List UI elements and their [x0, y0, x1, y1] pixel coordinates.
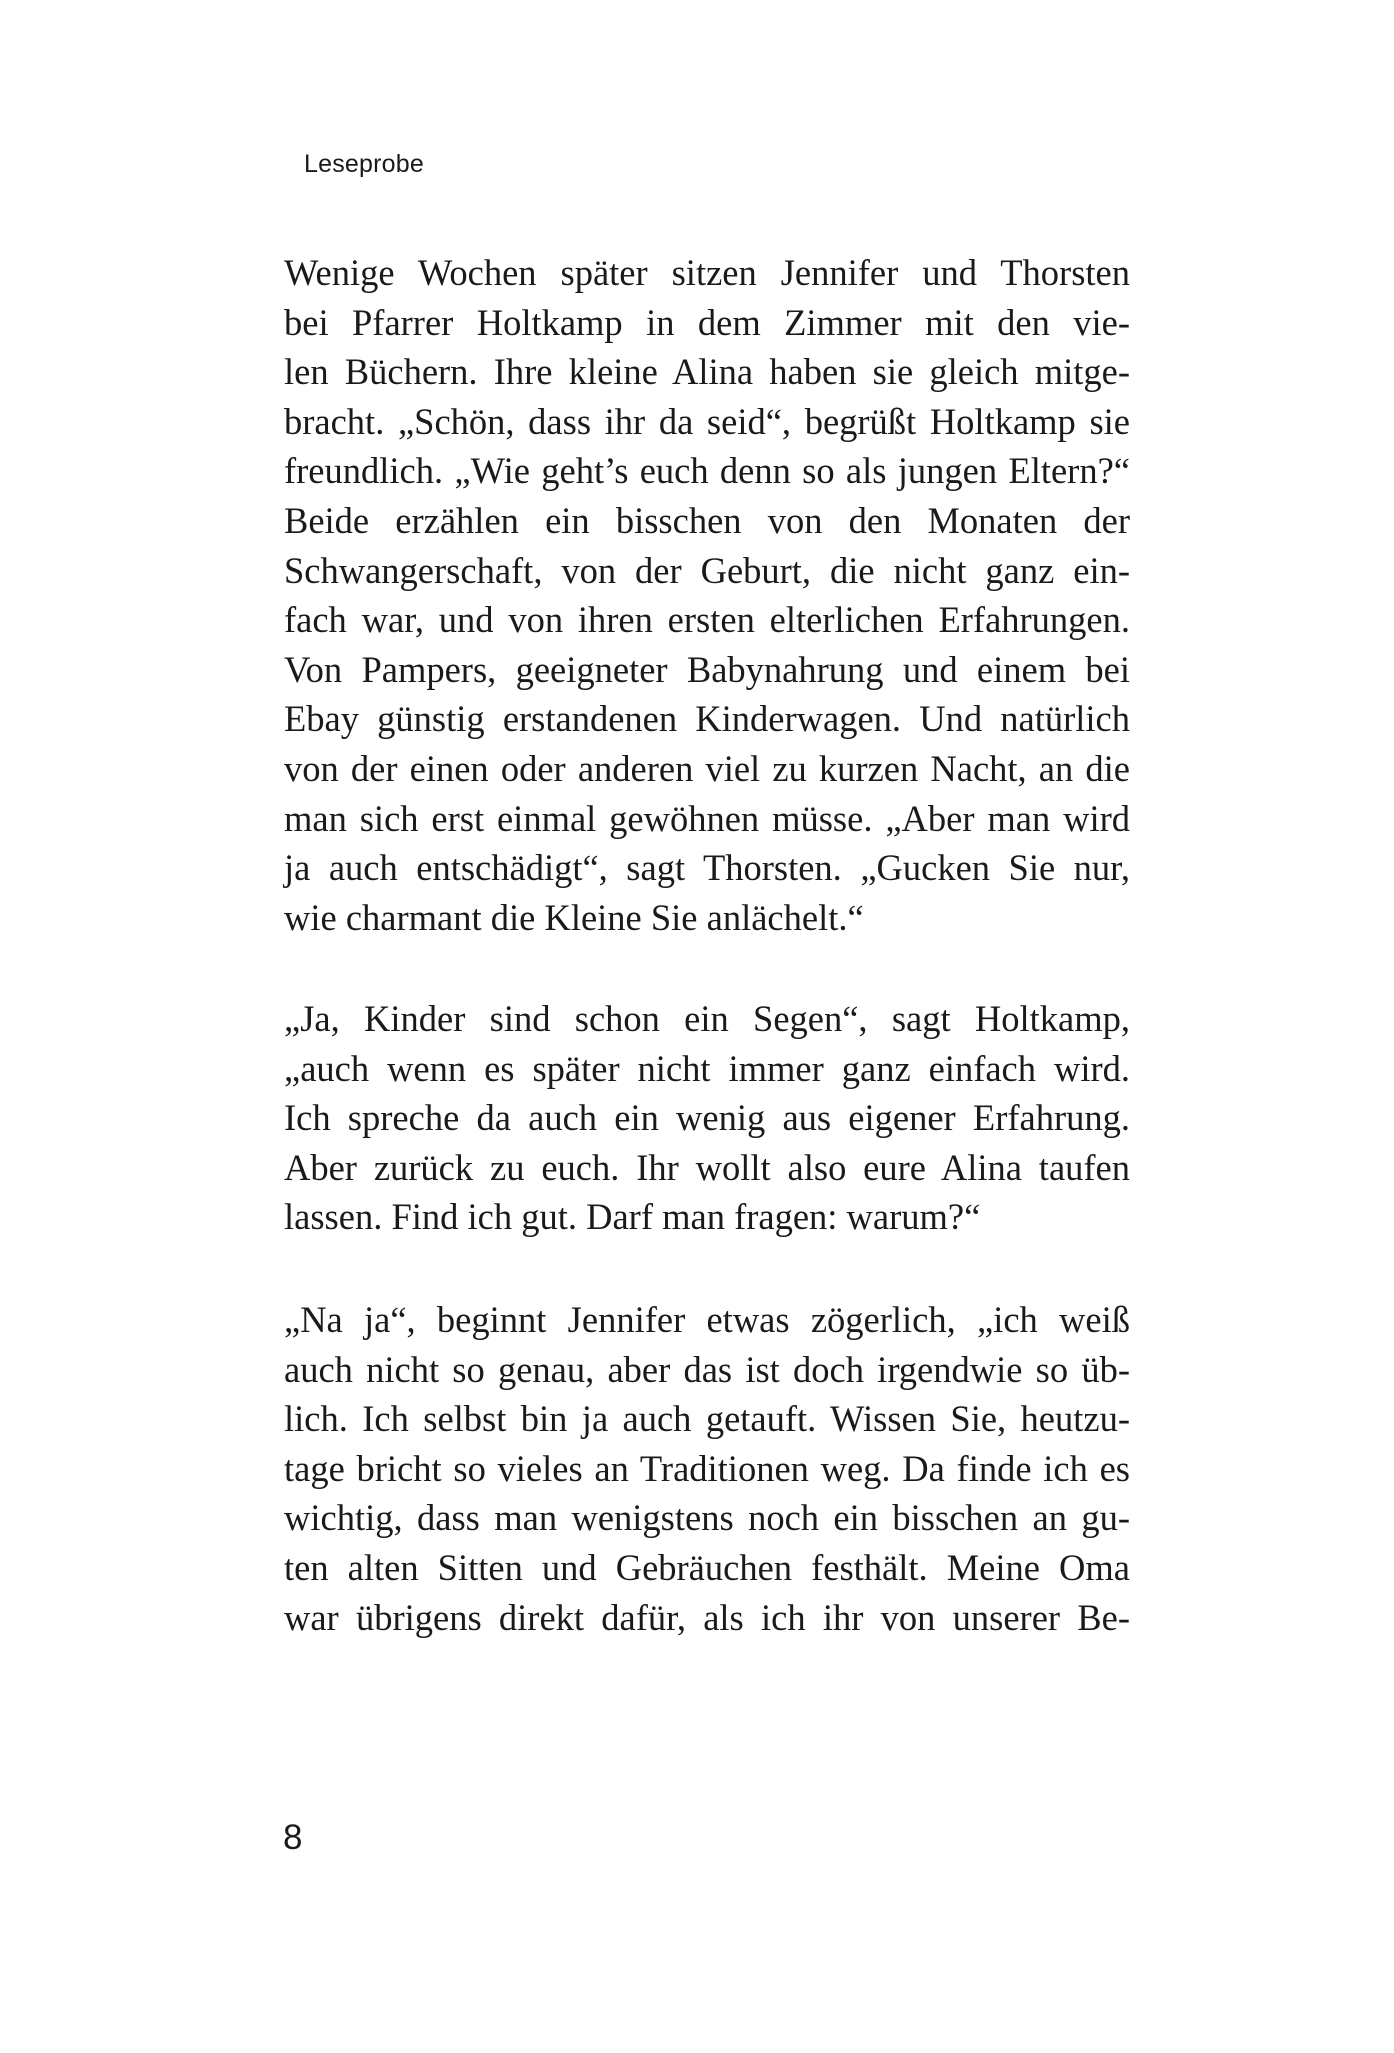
paragraph: [284, 248, 1130, 942]
text-line: lich. Ich selbst bin ja auch getauft. Wissen Sie, heutzu-: [284, 1398, 1130, 1440]
text-line: Ich spreche da auch ein wenig aus eigener Erfahrung.: [284, 1097, 1130, 1139]
text-line: wichtig, dass man wenigstens noch ein bisschen an gu-: [284, 1497, 1130, 1539]
text-line: bracht. „Schön, dass ihr da seid“, begrüßt Holtkamp sie: [284, 400, 1130, 442]
text-line: fach war, und von ihren ersten elterlichen Erfahrungen.: [284, 599, 1130, 641]
page-number: 8: [283, 1818, 303, 1857]
text-line: lassen. Find ich gut. Darf man fragen: warum?“: [284, 1196, 981, 1238]
text-line: man sich erst einmal gewöhnen müsse. „Aber man wird: [284, 797, 1130, 839]
text-line: auch nicht so genau, aber das ist doch irgendwie so üb-: [284, 1348, 1130, 1390]
text-line: Ebay günstig erstandenen Kinderwagen. Und natürlich: [284, 698, 1130, 740]
text-line: bei Pfarrer Holtkamp in dem Zimmer mit den vie-: [284, 301, 1130, 343]
paragraph: [284, 994, 1130, 1242]
text-line: len Büchern. Ihre kleine Alina haben sie gleich mitge-: [284, 351, 1130, 393]
text-line: freundlich. „Wie geht’s euch denn so als jungen Eltern?“: [284, 450, 1130, 492]
text-line: wie charmant die Kleine Sie anlächelt.“: [284, 896, 864, 938]
running-head: Leseprobe: [304, 150, 424, 178]
text-line: „Na ja“, beginnt Jennifer etwas zögerlich, „ich weiß: [284, 1299, 1130, 1340]
text-line: Von Pampers, geeigneter Babynahrung und einem bei: [284, 648, 1130, 690]
text-line: von der einen oder anderen viel zu kurzen Nacht, an die: [284, 747, 1130, 789]
text-line: Schwangerschaft, von der Geburt, die nicht ganz ein-: [284, 549, 1130, 591]
text-line: ja auch entschädigt“, sagt Thorsten. „Gucken Sie nur,: [284, 847, 1130, 889]
text-line: Wenige Wochen später sitzen Jennifer und Thorsten: [284, 252, 1130, 293]
text-line: tage bricht so vieles an Traditionen weg. Da finde ich es: [284, 1447, 1130, 1489]
text-line: Aber zurück zu euch. Ihr wollt also eure Alina taufen: [284, 1146, 1130, 1188]
text-line: war übrigens direkt dafür, als ich ihr von unserer Be-: [284, 1596, 1130, 1638]
text-line: ten alten Sitten und Gebräuchen festhält. Meine Oma: [284, 1546, 1130, 1588]
text-line: „auch wenn es später nicht immer ganz einfach wird.: [284, 1047, 1130, 1089]
text-line: Beide erzählen ein bisschen von den Monaten der: [284, 499, 1130, 541]
text-line: „Ja, Kinder sind schon ein Segen“, sagt Holtkamp,: [284, 998, 1130, 1039]
paragraph: [284, 1295, 1130, 1642]
